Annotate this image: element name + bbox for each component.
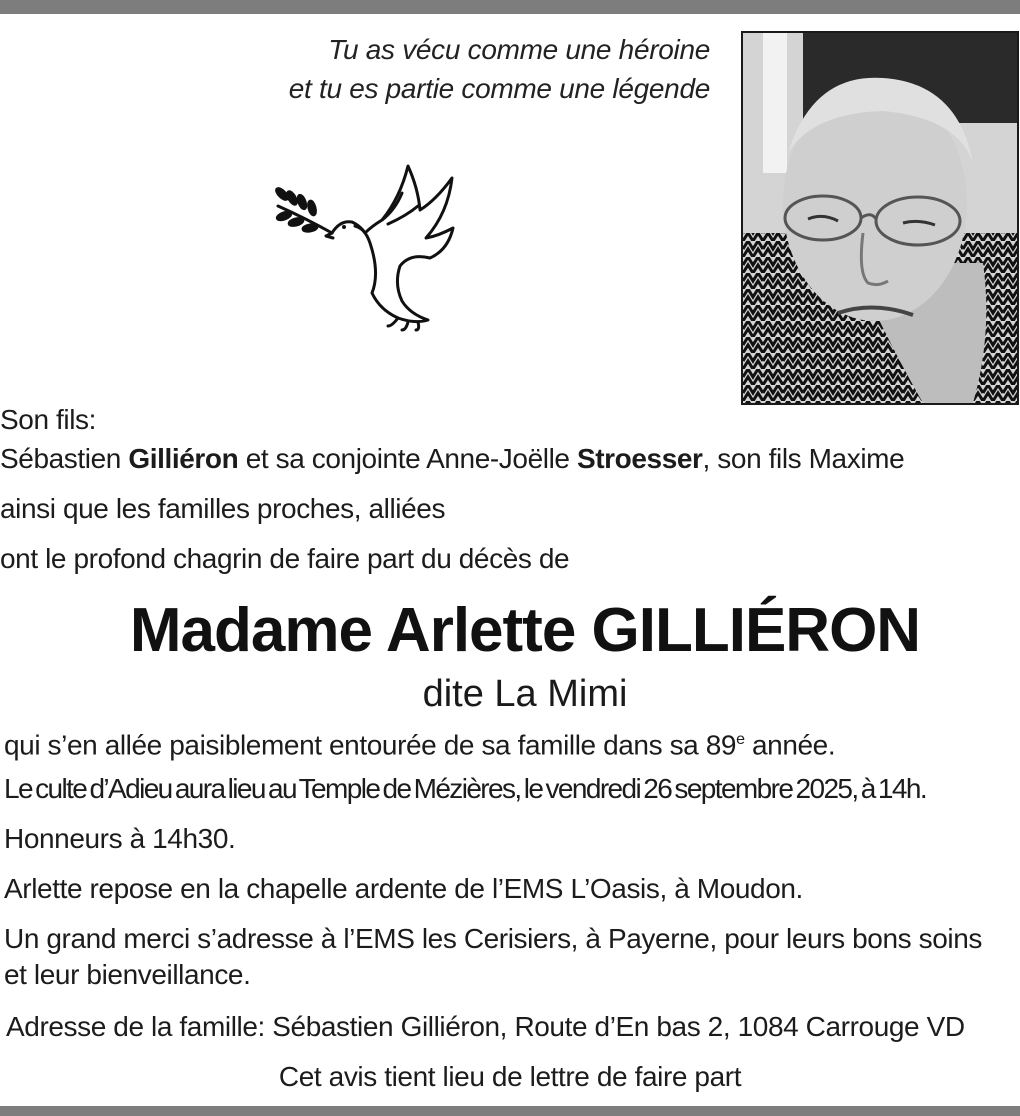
announcement-line: ont le profond chagrin de faire part du décès de: [0, 543, 570, 574]
family-son-line: [0, 442, 904, 476]
thanks-line-1: Un grand merci s’adresse à l’EMS les Cerisiers, à Payerne, pour leurs bons soins: [4, 923, 982, 954]
passing-text: qui s’en allée paisiblement entourée de sa famille dans sa 89: [4, 729, 737, 761]
bottom-rule: [0, 1106, 1020, 1116]
dove-with-olive-branch-icon: [270, 158, 465, 333]
grandson-text: , son fils Maxime: [702, 443, 905, 474]
family-heading: Son fils:: [0, 404, 96, 435]
portrait-image: [743, 33, 1017, 403]
top-rule: [0, 0, 1020, 14]
quote-line-2: et tu es partie comme une légende: [288, 73, 710, 104]
portrait-photo: [741, 31, 1019, 405]
deceased-name: Madame Arlette GILLIÉRON: [129, 596, 921, 665]
passing-line: [4, 723, 835, 762]
relatives-line: ainsi que les familles proches, alliées: [0, 493, 446, 524]
thanks-line-2: et leur bienveillance.: [4, 959, 251, 990]
rest-line: Arlette repose en la chapelle ardente de l’EMS L’Oasis, à Moudon.: [4, 873, 803, 904]
family-address: Adresse de la famille: Sébastien Gilliéron, Route d’En bas 2, 1084 Carrouge VD: [6, 1011, 965, 1042]
epitaph-quote: [289, 30, 710, 108]
deceased-nickname: dite La Mimi: [422, 673, 628, 715]
ordinal-superscript: e: [736, 731, 745, 748]
partner-intro: et sa conjointe Anne-Joëlle: [238, 443, 577, 474]
quote-line-1: Tu as vécu comme une héroine: [328, 34, 710, 65]
footer-note: Cet avis tient lieu de lettre de faire part: [278, 1061, 742, 1092]
son-first-name: Sébastien: [0, 443, 129, 474]
partner-last-name: Stroesser: [576, 443, 703, 474]
service-line: Le culte d’Adieu aura lieu au Temple de Mézières, le vendredi 26 septembre 2025, à 14h.: [4, 773, 926, 804]
honours-line: Honneurs à 14h30.: [4, 823, 236, 854]
son-last-name: Gilliéron: [128, 443, 239, 474]
passing-text-end: année.: [744, 729, 836, 761]
